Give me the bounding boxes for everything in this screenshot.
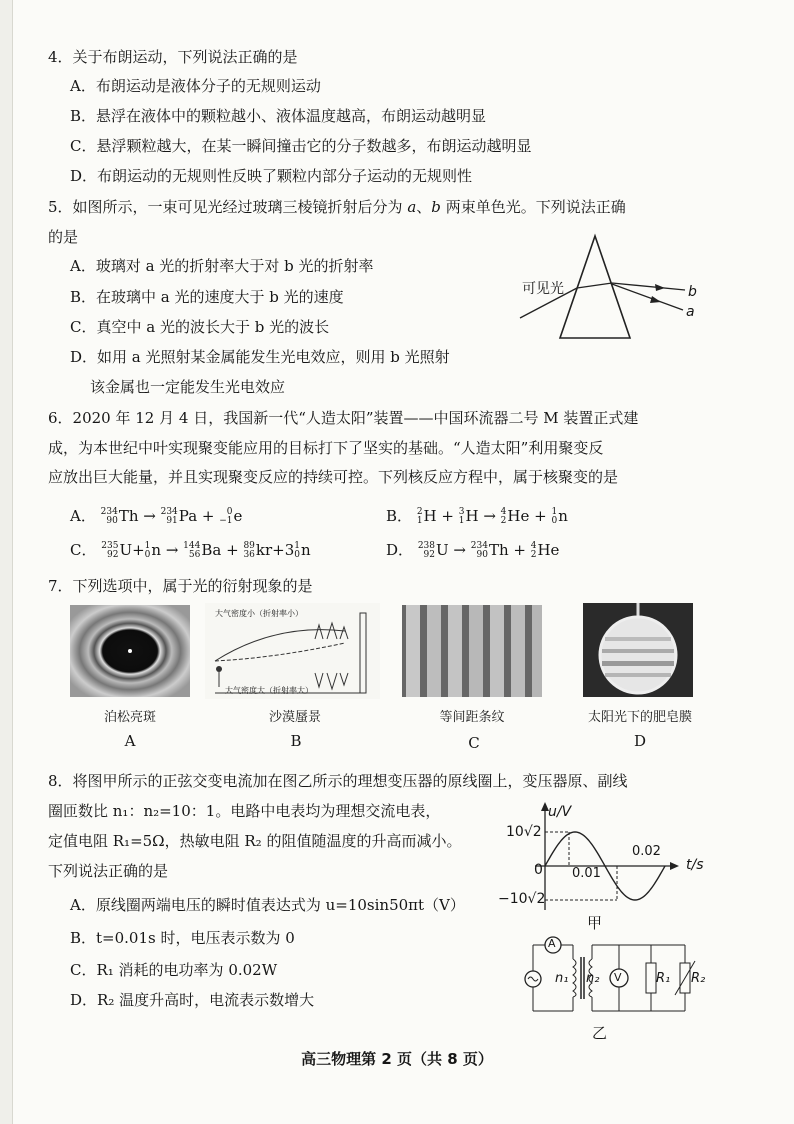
q5-stem-text: 5．如图所示，一束可见光经过玻璃三棱镜折射后分为 — [48, 198, 403, 216]
q7-stem: 7．下列选项中，属于光的衍射现象的是 — [48, 577, 313, 595]
letter-b: B — [290, 732, 302, 750]
graph-x-label: t/s — [686, 857, 704, 873]
caption-c: 等间距条纹 — [439, 710, 505, 725]
q5-stem-a: a — [407, 198, 417, 216]
q6-line3: 应放出巨大能量，并且实现聚变反应的持续可控。下列核反应方程中，属于核聚变的是 — [48, 468, 619, 486]
ray-b — [612, 283, 685, 290]
graph-ymax: 10√2 — [506, 824, 542, 840]
q5-stem-sep: 、 — [416, 198, 432, 216]
graph-t2: 0.02 — [632, 844, 661, 859]
r1-label: R₁ — [656, 971, 671, 986]
q5-option-d-cont: 该金属也一定能发生光电效应 — [90, 378, 286, 396]
q8-line1: 8．将图甲所示的正弦交变电流加在图乙所示的理想变压器的原线圈上，变压器原、副线 — [48, 772, 628, 790]
caption-d: 太阳光下的肥皂膜 — [587, 710, 692, 725]
ammeter-label: A — [548, 937, 556, 950]
q6-line1: 6．2020 年 12 月 4 日，我国新一代“人造太阳”装置——中国环流器二号 M 装置正式建 — [48, 409, 639, 427]
graph-t1: 0.01 — [572, 866, 601, 881]
q6-label-a: A． — [70, 507, 96, 525]
q8-option-a: A．原线圈两端电压的瞬时值表达式为 u=10sin50πt（V） — [70, 896, 465, 914]
n1-label: n₁ — [555, 971, 569, 986]
ray-a — [612, 284, 683, 310]
graph-origin: 0 — [534, 862, 543, 878]
soap-film-image — [583, 603, 693, 697]
q6-option-c: C． 235 92 U+ 1 0 n → 144 56 Ba + 89 36 kr+3 1 0 n — [70, 541, 311, 560]
mirage-bottom-label: 大气密度大（折射率大） — [225, 686, 313, 695]
q4-option-b: B．悬浮在液体中的颗粒越小、液体温度越高，布朗运动越明显 — [70, 107, 487, 125]
graph-ymin: −10√2 — [498, 891, 546, 907]
ray-a-label: a — [686, 304, 695, 320]
nuclide-mass: 144 56 — [183, 541, 201, 560]
letter-d: D — [633, 732, 647, 750]
caption-a: 泊松亮斑 — [103, 710, 156, 725]
q5-stem-line1 — [48, 197, 626, 217]
q6-option-b: B． 2 1 H + 3 1 H → 4 2 He + 1 0 n — [386, 507, 568, 526]
ray-a-arrow — [650, 296, 661, 303]
q6-label-d: D． — [386, 541, 414, 559]
q5-option-a: A．玻璃对 a 光的折射率大于对 b 光的折射率 — [70, 257, 374, 275]
q4-stem: 4．关于布朗运动，下列说法正确的是 — [48, 48, 298, 66]
q6-option-a: A． 234 90 Th → 234 91 Pa + 0 −1 e — [70, 507, 243, 526]
ray-b-arrow — [655, 284, 665, 291]
nuclide-mass: 0 −1 — [219, 507, 233, 526]
nuclide-mass: 2 1 — [416, 507, 423, 526]
q4-option-c: C．悬浮颗粒越大，在某一瞬间撞击它的分子数越多，布朗运动越明显 — [70, 137, 532, 155]
nuclide-mass: 234 90 — [100, 507, 118, 526]
graph-caption: 甲 — [587, 914, 603, 932]
q5-stem-b: b — [431, 198, 441, 216]
nuclide-mass: 238 92 — [417, 541, 435, 560]
q5-option-c: C．真空中 a 光的波长大于 b 光的波长 — [70, 318, 330, 336]
page-edge — [0, 0, 13, 1124]
visible-light-label: 可见光 — [522, 281, 564, 297]
r2-label: R₂ — [691, 971, 706, 986]
resistor-r1-icon — [646, 963, 656, 993]
nuclide-mass: 1 0 — [144, 541, 151, 560]
equal-spacing-fringes-image — [402, 605, 542, 697]
q8-option-d: D．R₂ 温度升高时，电流表示数增大 — [70, 991, 315, 1009]
inner-ray — [577, 283, 612, 288]
nuclide-mass: 235 92 — [101, 541, 119, 560]
q8-line4: 下列说法正确的是 — [48, 862, 169, 880]
primary-coil — [573, 959, 576, 997]
nuclide-mass: 4 2 — [530, 541, 537, 560]
nuclide-mass: 234 90 — [470, 541, 488, 560]
q5-option-d: D．如用 a 光照射某金属能发生光电效应，则用 b 光照射 — [70, 348, 450, 366]
mirage-top-label: 大气密度小（折射率小） — [215, 609, 303, 618]
voltmeter-label: V — [614, 971, 622, 984]
graph-y-label: u/V — [548, 804, 572, 820]
nuclide-mass: 4 2 — [500, 507, 507, 526]
circuit-caption: 乙 — [592, 1024, 608, 1042]
page-footer: 高三物理第 2 页（共 8 页） — [301, 1050, 493, 1068]
nuclide-mass: 1 0 — [294, 541, 300, 560]
letter-a: A — [124, 732, 136, 750]
q6-label-b: B． — [386, 507, 413, 525]
nuclide-mass: 234 91 — [160, 507, 178, 526]
nuclide-mass: 3 1 — [458, 507, 465, 526]
q8-line2: 圈匝数比 n₁：n₂=10：1。电路中电表均为理想交流电表， — [48, 802, 441, 820]
q5-option-b: B．在玻璃中 a 光的速度大于 b 光的速度 — [70, 288, 344, 306]
q5-stem-end: 两束单色光。下列说法正确 — [445, 198, 626, 216]
q4-option-a: A．布朗运动是液体分子的无规则运动 — [70, 77, 321, 95]
q8-option-c: C．R₁ 消耗的电功率为 0.02W — [70, 961, 278, 979]
letter-c: C — [468, 734, 480, 752]
poisson-spot-image — [70, 605, 190, 697]
q5-stem-line2: 的是 — [48, 228, 79, 246]
q6-line2: 成，为本世纪中叶实现聚变能应用的目标打下了坚实的基础。“人造太阳”利用聚变反 — [48, 439, 604, 457]
q4-option-d: D．布朗运动的无规则性反映了颗粒内部分子运动的无规则性 — [70, 167, 473, 185]
n2-label: n₂ — [586, 971, 600, 986]
q8-line3: 定值电阻 R₁=5Ω，热敏电阻 R₂ 的阻值随温度的升高而减小。 — [48, 832, 462, 850]
q6-label-c: C． — [70, 541, 97, 559]
q6-option-d: D． 238 92 U → 234 90 Th + 4 2 He — [386, 541, 560, 560]
caption-b: 沙漠蜃景 — [268, 710, 321, 725]
q8-option-b: B．t=0.01s 时，电压表示数为 0 — [70, 929, 295, 947]
ray-b-label: b — [688, 284, 697, 300]
nuclide-mass: 89 36 — [243, 541, 255, 560]
nuclide-mass: 1 0 — [551, 507, 558, 526]
